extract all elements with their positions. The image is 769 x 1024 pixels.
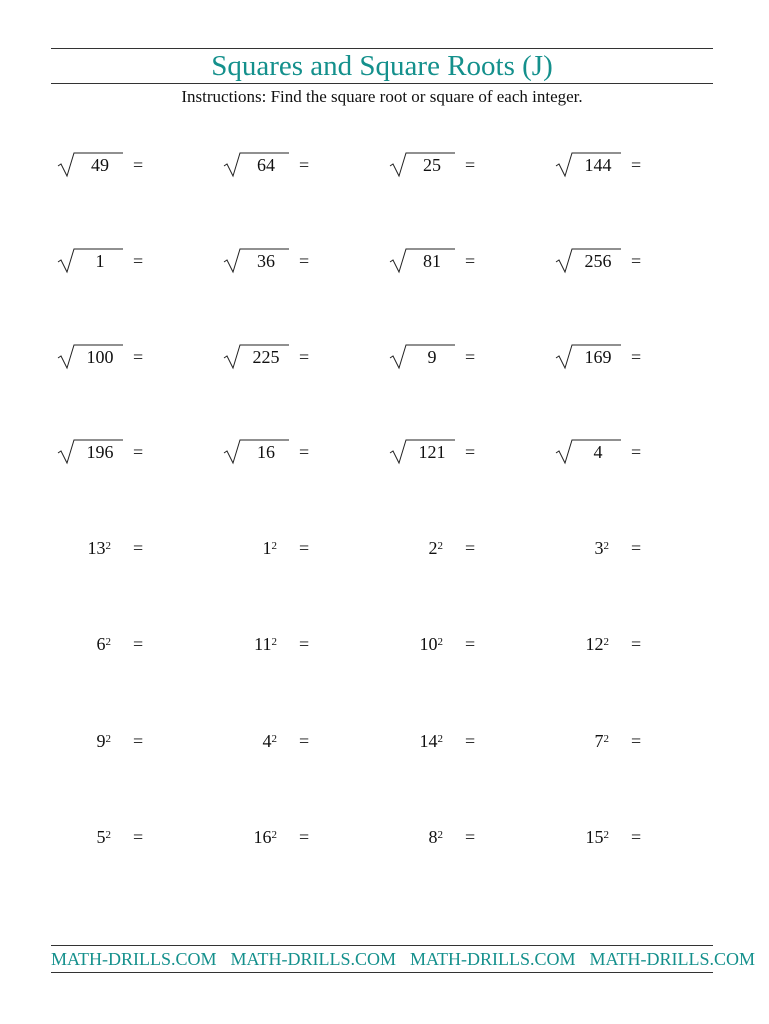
square-root-problem [223, 437, 373, 467]
equals-sign: = [133, 251, 144, 271]
footer-watermark-item: MATH-DRILLS.COM [230, 949, 397, 969]
radical-expression [389, 150, 459, 178]
exponent-value: 2 [271, 829, 277, 841]
exponent-value: 2 [271, 636, 277, 648]
radical-expression [223, 150, 293, 178]
base-value: 7 [594, 731, 604, 751]
square-problem [555, 533, 705, 563]
radical-expression [389, 342, 459, 370]
base-value: 3 [594, 538, 604, 558]
square-root-problem [57, 437, 207, 467]
exponent-value: 2 [271, 733, 277, 745]
equals-sign: = [133, 538, 144, 558]
radical-expression [389, 246, 459, 274]
base-value: 14 [419, 731, 438, 751]
square-problem [223, 533, 373, 563]
square-problem [223, 629, 373, 659]
radicand-value: 16 [257, 442, 275, 462]
square-root-problem [555, 437, 705, 467]
power-expression [586, 633, 610, 655]
power-expression [595, 537, 610, 559]
title-bottom-rule [51, 83, 713, 84]
base-value: 10 [419, 634, 438, 654]
square-root-problem [223, 342, 373, 372]
radical-expression [223, 342, 293, 370]
radical-expression [389, 437, 459, 465]
power-expression [420, 730, 444, 752]
equals-sign: = [465, 634, 476, 654]
square-problem [389, 533, 539, 563]
square-problem [57, 726, 207, 756]
power-expression [429, 537, 444, 559]
radical-expression [555, 246, 625, 274]
instructions-text: Instructions: Find the square root or square of each integer. [181, 87, 583, 106]
square-problem [555, 726, 705, 756]
power-expression [97, 730, 112, 752]
equals-sign: = [631, 634, 642, 654]
equals-sign: = [631, 251, 642, 271]
square-root-problem [223, 150, 373, 180]
radicand-value: 225 [252, 347, 280, 367]
base-value: 5 [96, 827, 106, 847]
equals-sign: = [465, 538, 476, 558]
square-problem [57, 629, 207, 659]
radicand-value: 49 [91, 155, 109, 175]
power-expression [254, 826, 278, 848]
square-root-problem [389, 150, 539, 180]
square-problem [389, 822, 539, 852]
exponent-value: 2 [105, 540, 111, 552]
power-expression [429, 826, 444, 848]
radical-expression [555, 437, 625, 465]
square-root-problem [223, 246, 373, 276]
square-root-problem [57, 150, 207, 180]
equals-sign: = [133, 347, 144, 367]
equals-sign: = [299, 731, 310, 751]
square-problem [223, 822, 373, 852]
base-value: 9 [96, 731, 106, 751]
footer-bottom-rule [51, 972, 713, 973]
radical-expression [57, 437, 127, 465]
base-value: 8 [428, 827, 438, 847]
exponent-value: 2 [603, 733, 609, 745]
radical-expression [57, 150, 127, 178]
square-problem [223, 726, 373, 756]
radical-expression [223, 437, 293, 465]
equals-sign: = [465, 251, 476, 271]
base-value: 4 [262, 731, 272, 751]
radical-expression [555, 342, 625, 370]
power-expression [263, 537, 278, 559]
base-value: 2 [428, 538, 438, 558]
radicand-value: 25 [423, 155, 441, 175]
radical-expression [57, 246, 127, 274]
base-value: 11 [254, 634, 272, 654]
equals-sign: = [299, 827, 310, 847]
exponent-value: 2 [105, 636, 111, 648]
exponent-value: 2 [437, 636, 443, 648]
square-problem [57, 822, 207, 852]
square-root-problem [57, 342, 207, 372]
base-value: 6 [96, 634, 106, 654]
footer-watermark-item: MATH-DRILLS.COM [589, 949, 756, 969]
equals-sign: = [465, 155, 476, 175]
radicand-value: 100 [86, 347, 114, 367]
base-value: 13 [87, 538, 106, 558]
radicand-value: 196 [86, 442, 114, 462]
equals-sign: = [133, 634, 144, 654]
equals-sign: = [133, 155, 144, 175]
power-expression [586, 826, 610, 848]
equals-sign: = [299, 442, 310, 462]
base-value: 15 [585, 827, 604, 847]
power-expression [254, 633, 277, 655]
footer-watermark [51, 946, 756, 972]
square-root-problem [57, 246, 207, 276]
radicand-value: 36 [257, 251, 275, 271]
square-problem [555, 822, 705, 852]
radicand-value: 81 [423, 251, 441, 271]
radicand-value: 121 [418, 442, 446, 462]
radicand-value: 64 [257, 155, 275, 175]
base-value: 12 [585, 634, 604, 654]
equals-sign: = [631, 347, 642, 367]
square-root-problem [389, 342, 539, 372]
exponent-value: 2 [603, 829, 609, 841]
power-expression [420, 633, 444, 655]
square-problem [555, 629, 705, 659]
power-expression [595, 730, 610, 752]
radicand-value: 169 [584, 347, 612, 367]
square-root-problem [555, 150, 705, 180]
radical-expression [555, 150, 625, 178]
radical-expression [57, 342, 127, 370]
equals-sign: = [465, 347, 476, 367]
equals-sign: = [465, 827, 476, 847]
footer-watermark-item: MATH-DRILLS.COM [410, 949, 576, 969]
footer-watermark-item: MATH-DRILLS.COM [51, 949, 217, 969]
exponent-value: 2 [603, 540, 609, 552]
square-problem [57, 533, 207, 563]
power-expression [263, 730, 278, 752]
radicand-value: 256 [584, 251, 612, 271]
equals-sign: = [631, 155, 642, 175]
exponent-value: 2 [437, 540, 443, 552]
radicand-value: 1 [95, 251, 105, 271]
equals-sign: = [133, 731, 144, 751]
radicand-value: 144 [584, 155, 612, 175]
square-problem [389, 629, 539, 659]
equals-sign: = [631, 827, 642, 847]
equals-sign: = [465, 442, 476, 462]
square-problem [389, 726, 539, 756]
equals-sign: = [299, 634, 310, 654]
page-title: Squares and Square Roots (J) [211, 50, 553, 82]
equals-sign: = [299, 251, 310, 271]
equals-sign: = [465, 731, 476, 751]
base-value: 1 [262, 538, 272, 558]
exponent-value: 2 [437, 733, 443, 745]
radicand-value: 4 [593, 442, 603, 462]
power-expression [97, 826, 112, 848]
square-root-problem [389, 437, 539, 467]
exponent-value: 2 [105, 733, 111, 745]
square-root-problem [389, 246, 539, 276]
exponent-value: 2 [105, 829, 111, 841]
power-expression [88, 537, 112, 559]
equals-sign: = [133, 442, 144, 462]
square-root-problem [555, 246, 705, 276]
power-expression [97, 633, 112, 655]
radical-expression [223, 246, 293, 274]
equals-sign: = [631, 731, 642, 751]
equals-sign: = [299, 347, 310, 367]
base-value: 16 [253, 827, 272, 847]
exponent-value: 2 [437, 829, 443, 841]
equals-sign: = [299, 538, 310, 558]
equals-sign: = [133, 827, 144, 847]
radicand-value: 9 [427, 347, 437, 367]
square-root-problem [555, 342, 705, 372]
exponent-value: 2 [603, 636, 609, 648]
equals-sign: = [631, 538, 642, 558]
equals-sign: = [299, 155, 310, 175]
equals-sign: = [631, 442, 642, 462]
exponent-value: 2 [271, 540, 277, 552]
